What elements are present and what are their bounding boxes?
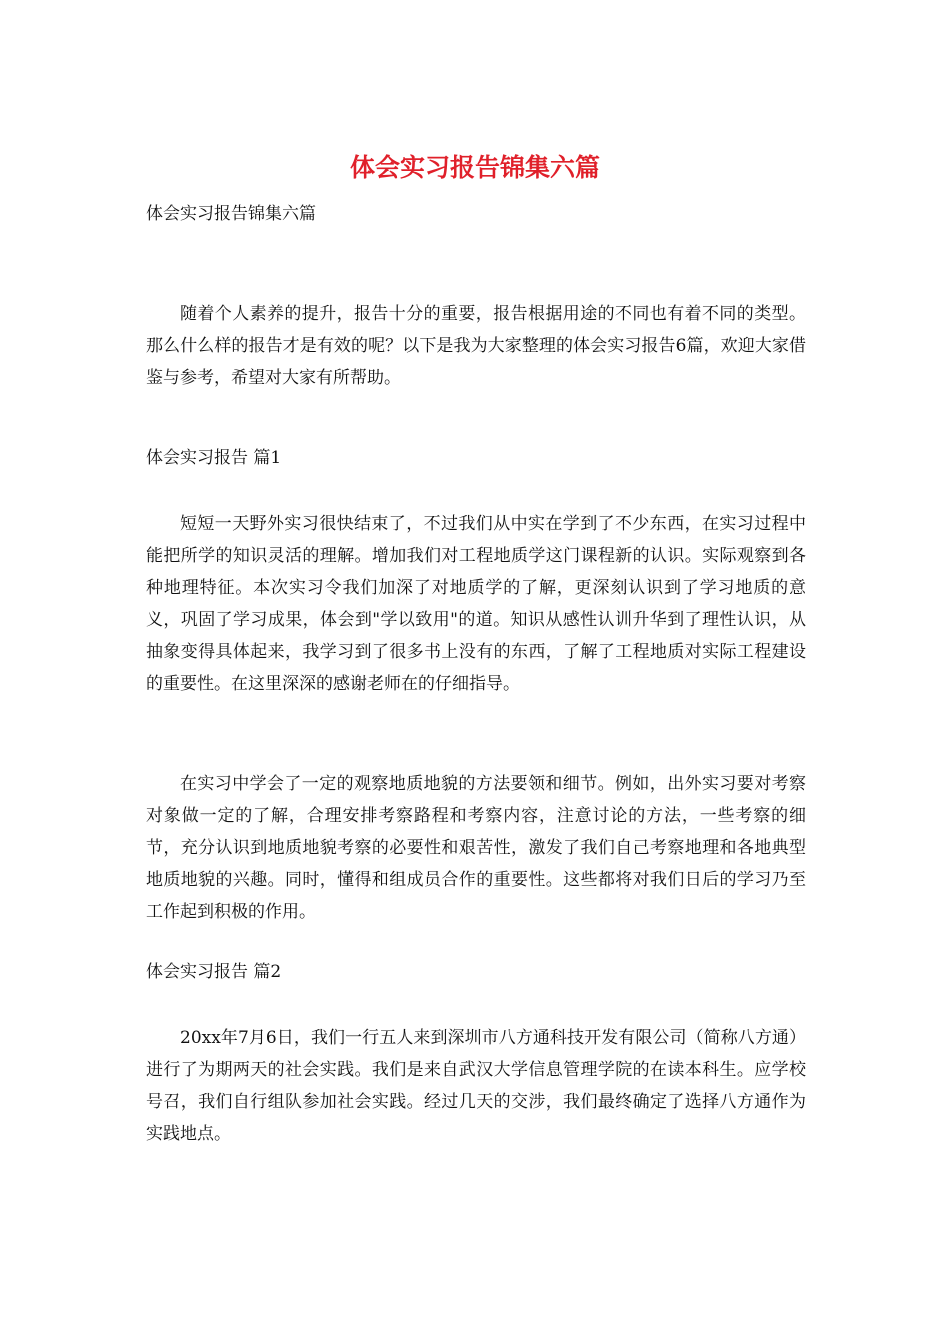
section-2-paragraph-1: 20xx年7月6日，我们一行五人来到深圳市八方通科技开发有限公司（简称八方通）进行了为期两天的社会实践。我们是来自武汉大学信息管理学院的在读本科生。应学校号召，我们自行组队参加社会实践。经过几天的交涉，我们最终确定了选择八方通作为实践地点。	[146, 1028, 806, 1144]
intro-paragraph: 随着个人素养的提升，报告十分的重要，报告根据用途的不同也有着不同的类型。那么什么样的报告才是有效的呢？以下是我为大家整理的体会实习报告6篇，欢迎大家借鉴与参考，希望对大家有所帮助。	[146, 304, 806, 388]
section-heading-2: 体会实习报告 篇2	[146, 962, 282, 982]
document-subtitle: 体会实习报告锦集六篇	[146, 204, 316, 224]
section-1-paragraph-2: 在实习中学会了一定的观察地质地貌的方法要领和细节。例如，出外实习要对考察对象做一定的了解，合理安排考察路程和考察内容，注意讨论的方法，一些考察的细节，充分认识到地质地貌考察的必要性和艰苦性，激发了我们自己考察地理和各地典型地质地貌的兴趣。同时，懂得和组成员合作的重要性。这些都将对我们日后的学习乃至工作起到积极的作用。	[146, 774, 806, 922]
document-title: 体会实习报告锦集六篇	[349, 153, 600, 182]
section-heading-1: 体会实习报告 篇1	[146, 448, 282, 468]
section-1-paragraph-1: 短短一天野外实习很快结束了，不过我们从中实在学到了不少东西，在实习过程中能把所学的知识灵活的理解。增加我们对工程地质学这门课程新的认识。实际观察到各种地理特征。本次实习令我们加深了对地质学的了解，更深刻认识到了学习地质的意义，巩固了学习成果，体会到"学以致用"的道。知识从感性认训升华到了理性认识，从抽象变得具体起来，我学习到了很多书上没有的东西，了解了工程地质对实际工程建设的重要性。在这里深深的感谢老师在的仔细指导。	[146, 514, 806, 694]
